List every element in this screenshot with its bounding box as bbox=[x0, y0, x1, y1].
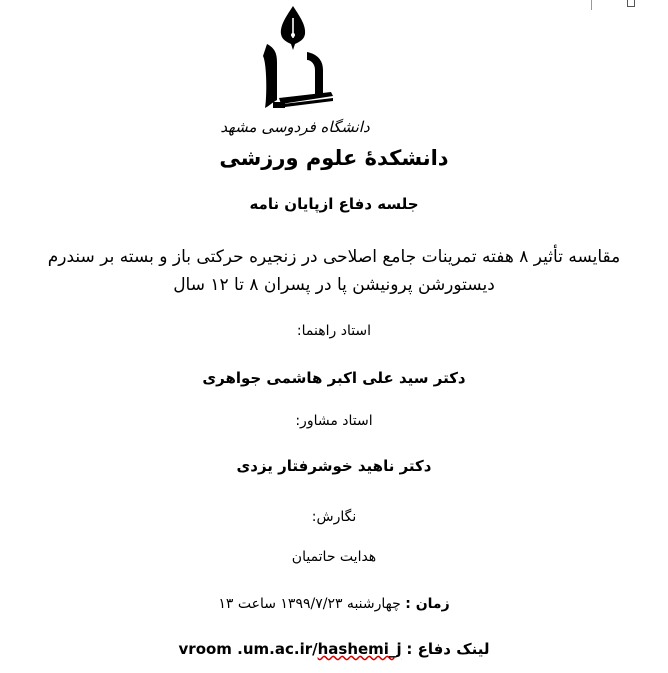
logo-caption: دانشگاه فردوسی مشهد bbox=[220, 118, 370, 136]
advisor-label: استاد راهنما: bbox=[296, 323, 372, 339]
link-url-path: hashemi_j bbox=[317, 640, 402, 658]
faculty-title: دانشکدهٔ علوم ورزشی bbox=[219, 146, 449, 170]
defense-time bbox=[0, 596, 668, 612]
ferdowsi-university-pen-logo bbox=[220, 4, 370, 139]
time-label: زمان : bbox=[405, 596, 450, 612]
link-url-prefix: vroom .um.ac.ir/ bbox=[178, 640, 318, 658]
page-corner-marker bbox=[627, 0, 635, 7]
advisor-name: دکتر سید علی اکبر هاشمی جواهری bbox=[202, 369, 466, 387]
consultant-name: دکتر ناهید خوشرفتار یزدی bbox=[236, 457, 432, 475]
session-title: جلسه دفاع ازپایان نامه bbox=[249, 195, 419, 213]
university-logo bbox=[220, 4, 370, 139]
defense-link-url[interactable] bbox=[179, 640, 402, 658]
link-label: لینک دفاع : bbox=[406, 640, 490, 658]
consultant-label: استاد مشاور: bbox=[295, 413, 373, 429]
writer-label: نگارش: bbox=[311, 509, 357, 525]
writer-name: هدایت حاتمیان bbox=[291, 549, 377, 565]
time-value: چهارشنبه ۱۳۹۹/۷/۲۳ ساعت ۱۳ bbox=[218, 596, 401, 612]
defense-link bbox=[0, 640, 668, 658]
thesis-title: مقایسه تأثیر ۸ هفته تمرینات جامع اصلاحی در زنجیره حرکتی باز و بسته بر سندرم دیستورشن پرونیشن پا در پسران ۸ تا ۱۲ سال bbox=[47, 247, 621, 295]
page-margin-marker bbox=[591, 0, 598, 10]
